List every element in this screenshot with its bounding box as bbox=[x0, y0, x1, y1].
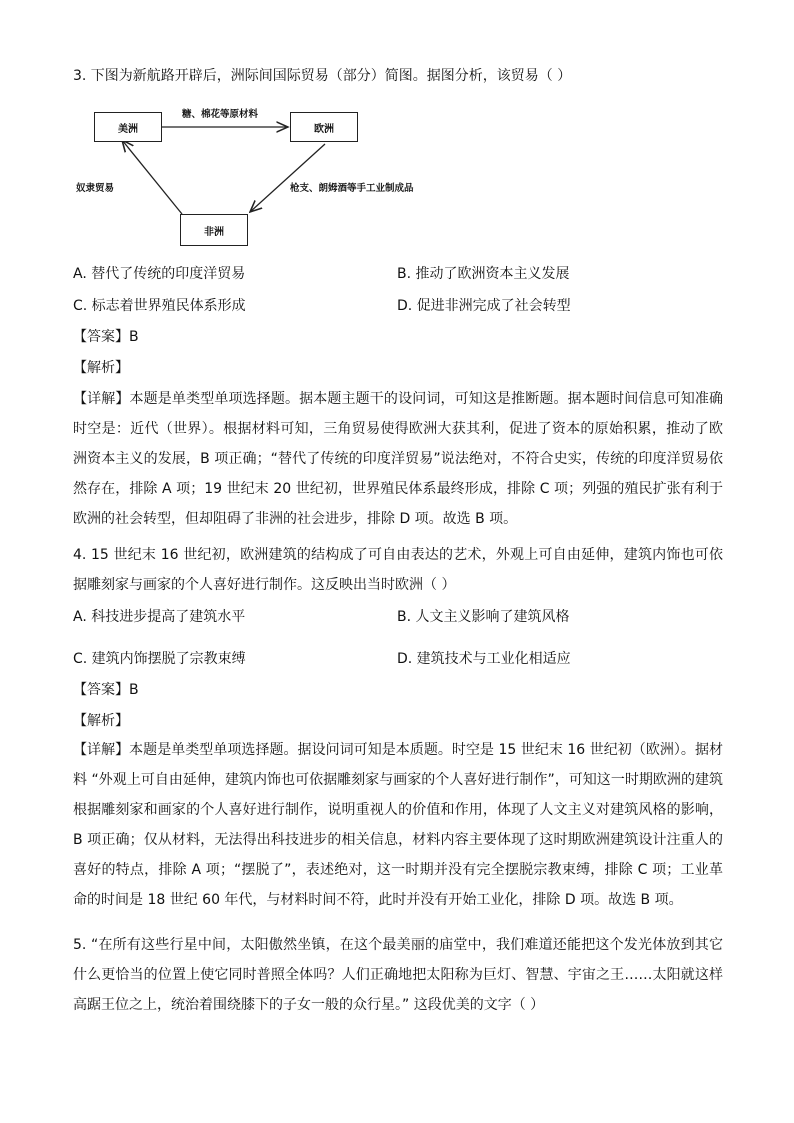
q3-option-a: A. 替代了传统的印度洋贸易 bbox=[73, 266, 246, 282]
box-america: 美洲 bbox=[94, 112, 162, 142]
q4-answer: 【答案】B bbox=[73, 682, 139, 698]
box-europe: 欧洲 bbox=[290, 112, 358, 142]
q4-detail: 【详解】本题是单类型单项选择题。据设问词可知是本质题。时空是 15 世纪末 16 世纪初（欧洲）。据材料 “外观上可自由延伸，建筑内饰也可依据雕刻家与画家的个人喜好进行制作”，可知这一时期欧洲的建筑根据雕刻家和画家的个人喜好进行制作，说明重视人的价值和作用，体现了人文主义对建筑风格的影响，B 项正确；仅从材料，无法得出科技进步的相关信息，材料内容主要体现了这时期欧洲建筑设计注重人的喜好的特点，排除 A 项；“摆脱了”，表述绝对，这一时期并没有完全摆脱宗教束缚，排除 C 项；工业革命的时间是 18 世纪 60 年代，与材料时间不符，此时并没有开始工业化，排除 D 项。故选 B 项。 bbox=[73, 742, 723, 908]
trade-diagram bbox=[70, 96, 470, 256]
question-4-stem: 4. 15 世纪末 16 世纪初，欧洲建筑的结构成了可自由表达的艺术，外观上可自由延伸，建筑内饰也可依据雕刻家与画家的个人喜好进行制作。这反映出当时欧洲（ ） bbox=[73, 547, 723, 593]
q4-option-d: D. 建筑技术与工业化相适应 bbox=[397, 651, 571, 667]
q4-option-b: B. 人文主义影响了建筑风格 bbox=[397, 609, 570, 625]
arrow-africa-to-america bbox=[122, 140, 182, 214]
q3-option-c: C. 标志着世界殖民体系形成 bbox=[73, 298, 246, 314]
question-5-stem: 5. “在所有这些行星中间，太阳傲然坐镇，在这个最美丽的庙堂中，我们难道还能把这个发光体放到其它什么更恰当的位置上使它同时普照全体吗？人们正确地把太阳称为巨灯、智慧、宇宙之王……太阳就这样高踞王位之上，统治着围绕膝下的子女一般的众行星。” 这段优美的文字（ ） bbox=[73, 937, 723, 1013]
arrow-europe-to-africa bbox=[250, 144, 325, 212]
q3-option-b: B. 推动了欧洲资本主义发展 bbox=[397, 266, 570, 282]
box-africa: 非洲 bbox=[180, 214, 248, 246]
q4-option-c: C. 建筑内饰摆脱了宗教束缚 bbox=[73, 651, 246, 667]
q3-analysis-title: 【解析】 bbox=[73, 360, 129, 376]
label-manufactured-goods: 枪支、朗姆酒等手工业制成品 bbox=[290, 183, 414, 194]
q3-detail: 【详解】本题是单类型单项选择题。据本题主题干的设问词，可知这是推断题。据本题时间信息可知准确时空是：近代（世界）。根据材料可知，三角贸易使得欧洲大获其利，促进了资本的原始积累，推动了欧洲资本主义的发展，B 项正确；“替代了传统的印度洋贸易”说法绝对，不符合史实，传统的印度洋贸易依然存在，排除 A 项；19 世纪末 20 世纪初，世界殖民体系最终形成，排除 C 项；列强的殖民扩张有利于欧洲的社会转型，但却阻碍了非洲的社会进步，排除 D 项。故选 B 项。 bbox=[73, 391, 723, 527]
question-3-stem: 3. 下图为新航路开辟后，洲际间国际贸易（部分）简图。据图分析，该贸易（ ） bbox=[73, 68, 572, 84]
q3-answer: 【答案】B bbox=[73, 329, 139, 345]
label-raw-materials: 糖、棉花等原材料 bbox=[182, 109, 259, 120]
label-slave-trade: 奴隶贸易 bbox=[76, 183, 115, 194]
q4-option-a: A. 科技进步提高了建筑水平 bbox=[73, 609, 246, 625]
q4-analysis-title: 【解析】 bbox=[73, 713, 129, 729]
q3-option-d: D. 促进非洲完成了社会转型 bbox=[397, 298, 571, 314]
